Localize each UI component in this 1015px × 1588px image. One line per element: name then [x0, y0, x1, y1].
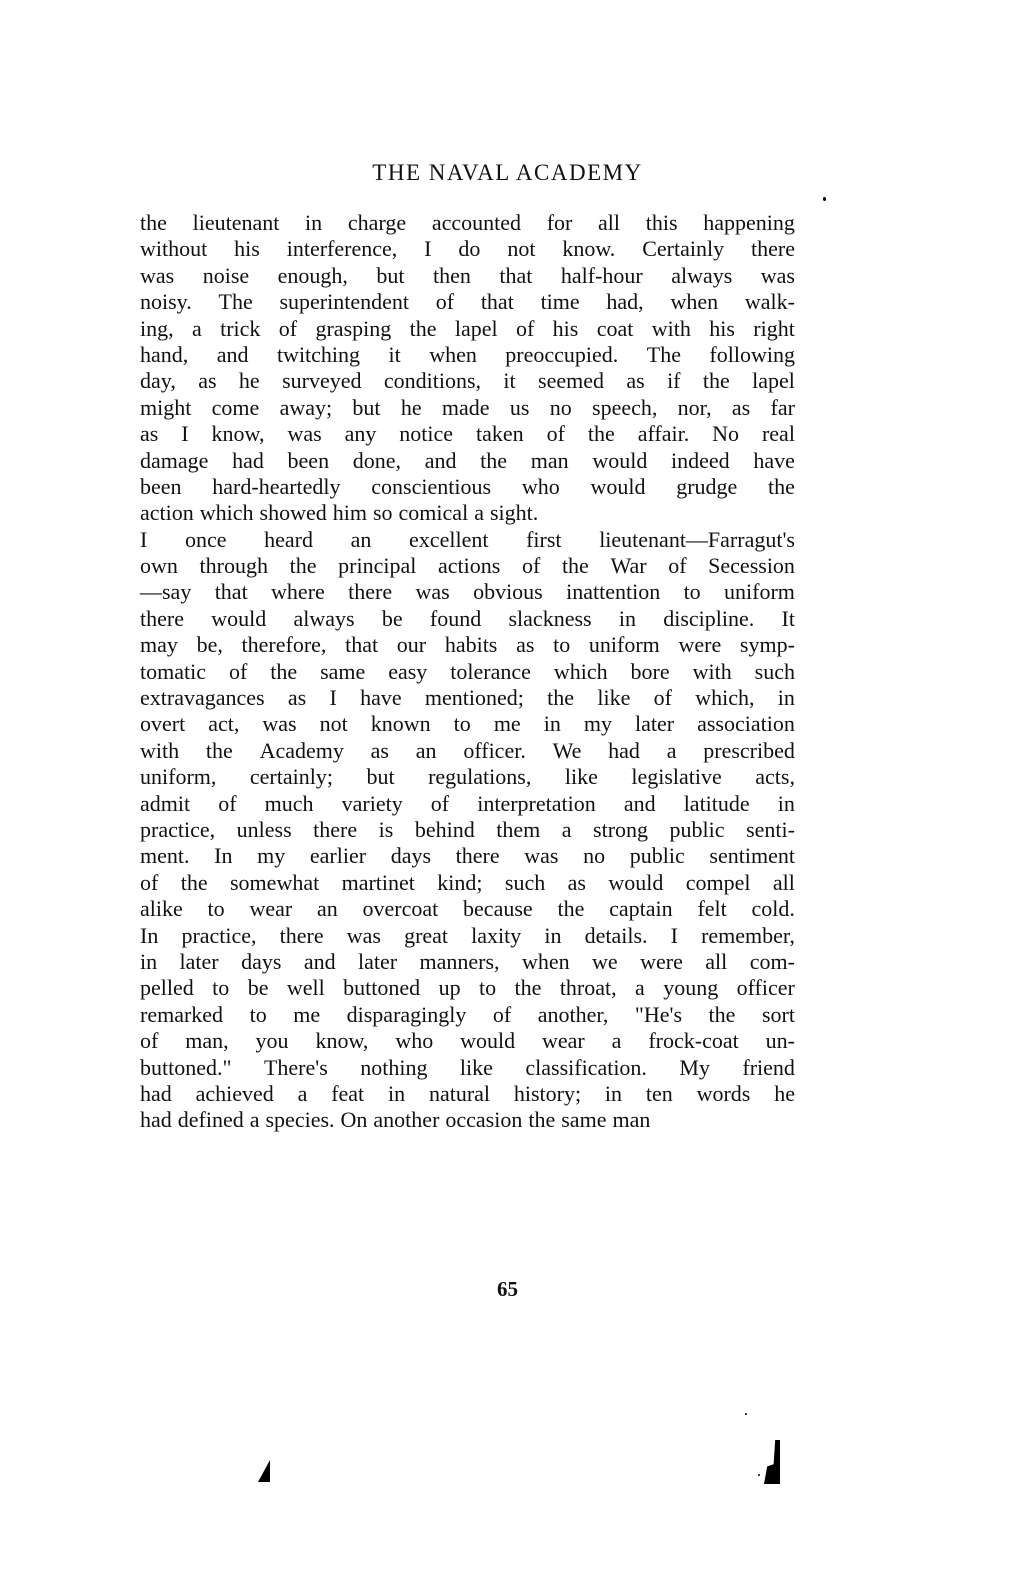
text-line: had achieved a feat in natural history; in ten words he — [140, 1080, 795, 1106]
text-line: overt act, was not known to me in my later association — [140, 711, 795, 737]
text-line: pelled to be well buttoned up to the throat, a young officer — [140, 975, 795, 1001]
text-line: might come away; but he made us no speech, nor, as far — [140, 394, 795, 420]
text-line: alike to wear an overcoat because the captain felt cold. — [140, 896, 795, 922]
text-line: with the Academy as an officer. We had a prescribed — [140, 737, 795, 763]
text-line: extravagances as I have mentioned; the like of which, in — [140, 685, 795, 711]
text-line: tomatic of the same easy tolerance which bore with such — [140, 658, 795, 684]
text-line: of the somewhat martinet kind; such as would compel all — [140, 869, 795, 895]
text-line: was noise enough, but then that half-hour always was — [140, 262, 795, 288]
page-number: 65 — [497, 1277, 518, 1301]
text-line: had defined a species. On another occasion the same man — [140, 1107, 651, 1133]
text-line: ment. In my earlier days there was no public sentiment — [140, 843, 795, 869]
text-line: been hard-heartedly conscientious who would grudge the — [140, 473, 795, 499]
text-line: day, as he surveyed conditions, it seemed as if the lapel — [140, 368, 795, 394]
text-line: practice, unless there is behind them a strong public senti- — [140, 816, 795, 842]
running-head: THE NAVAL ACADEMY — [372, 160, 643, 185]
text-line: —say that where there was obvious inattention to uniform — [140, 579, 795, 605]
text-line: in later days and later manners, when we were all com- — [140, 948, 795, 974]
speck — [745, 1413, 747, 1415]
text-line: there would always be found slackness in discipline. It — [140, 605, 795, 631]
text-line: remarked to me disparagingly of another, "He's the sort — [140, 1001, 795, 1027]
text-line: of man, you know, who would wear a frock-coat un- — [140, 1028, 795, 1054]
text-line: as I know, was any notice taken of the affair. No real — [140, 421, 795, 447]
scan-mark-right — [764, 1440, 780, 1484]
text-line: may be, therefore, that our habits as to uniform were symp- — [140, 632, 795, 658]
text-line: I once heard an excellent first lieutenant—Farragut's — [140, 526, 795, 552]
body-text — [140, 210, 795, 1134]
speck — [823, 197, 826, 201]
text-line: buttoned." There's nothing like classification. My friend — [140, 1054, 795, 1080]
text-line: own through the principal actions of the War of Secession — [140, 553, 795, 579]
text-line: without his interference, I do not know. Certainly there — [140, 236, 795, 262]
speck — [758, 1474, 760, 1476]
text-line: hand, and twitching it when preoccupied. The following — [140, 341, 795, 367]
text-line: the lieutenant in charge accounted for all this happening — [140, 210, 795, 235]
text-line: ing, a trick of grasping the lapel of his coat with his right — [140, 315, 795, 341]
text-line: noisy. The superintendent of that time had, when walk- — [140, 289, 795, 315]
text-line: uniform, certainly; but regulations, like legislative acts, — [140, 764, 795, 790]
scan-mark-left — [258, 1460, 270, 1482]
text-line: action which showed him so comical a sight. — [140, 500, 539, 526]
text-line: damage had been done, and the man would indeed have — [140, 447, 795, 473]
text-line: admit of much variety of interpretation and latitude in — [140, 790, 795, 816]
text-line: In practice, there was great laxity in details. I remember, — [140, 922, 795, 948]
